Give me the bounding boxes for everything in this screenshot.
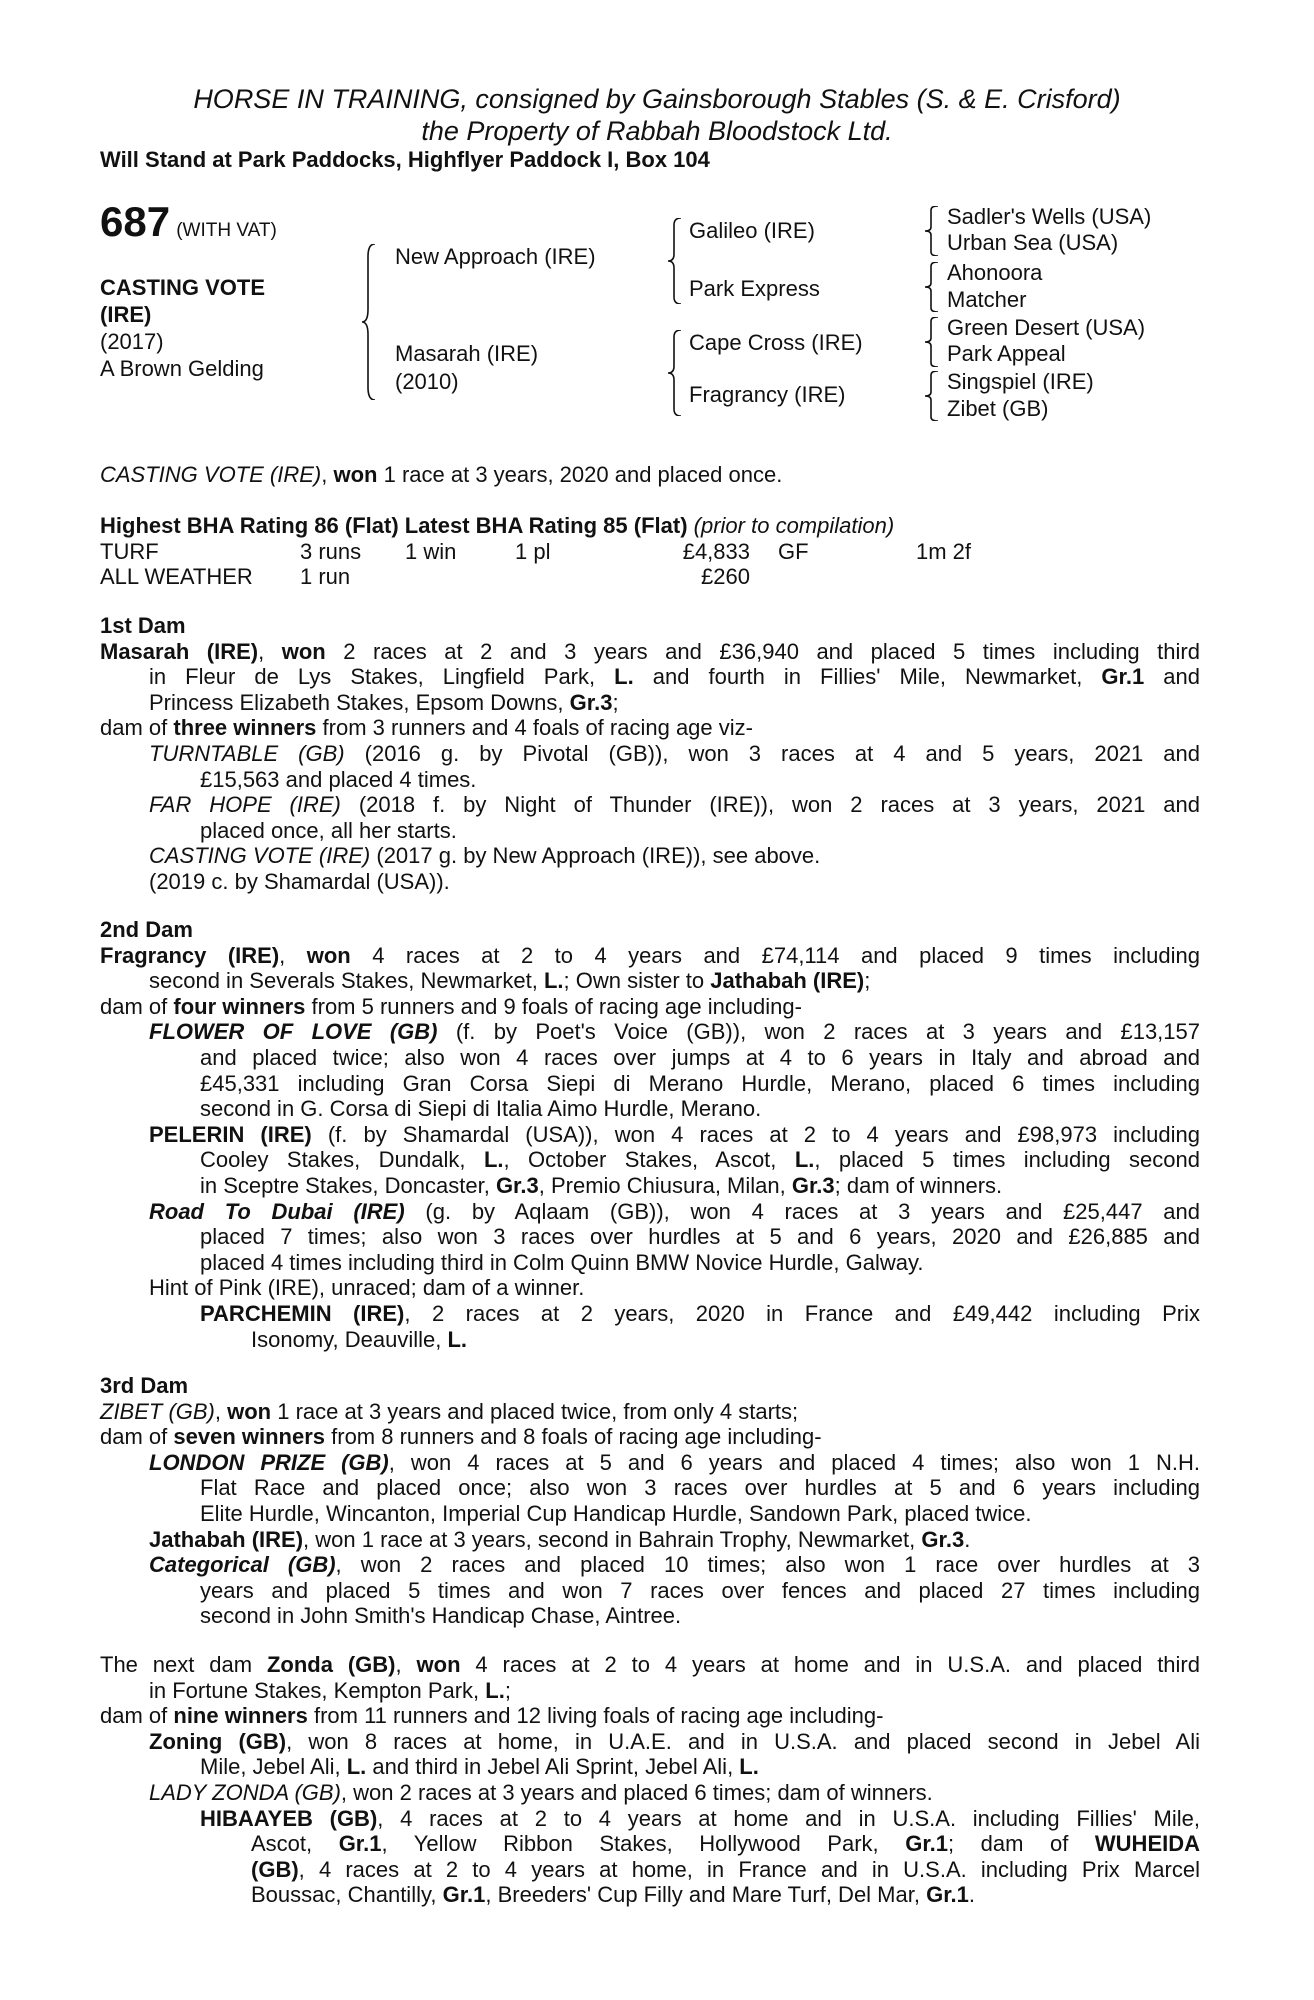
ratings-cell: [515, 564, 625, 590]
text-run: and placed twice; also won 4 races over jumps at 4 to 6 years in Italy and abroad and: [200, 1044, 1200, 1070]
dam-dam: Fragrancy (IRE): [689, 382, 846, 407]
pedigree-paragraph: [100, 943, 1200, 994]
foaling-year: (2017): [100, 329, 164, 354]
text-run: from 5 runners and 9 foals of racing age including-: [305, 993, 802, 1019]
text-run: FAR HOPE (IRE): [149, 792, 341, 818]
text-line: [200, 1578, 1200, 1604]
ratings-cell: TURF: [100, 538, 159, 564]
gen3-6: Park Appeal: [947, 341, 1066, 366]
text-run: Gr.3: [569, 689, 613, 715]
ratings-cell: [405, 564, 515, 590]
text-run: ,: [395, 1652, 417, 1677]
text-run: ,: [279, 942, 307, 968]
text-run: L.: [485, 1677, 505, 1703]
text-run: L.: [794, 1147, 815, 1173]
text-run: ;: [504, 1677, 511, 1703]
text-run: 4 races at 2 to 4 years and £74,114 and placed 9 times including: [350, 942, 1200, 968]
pedigree-paragraph: [100, 1527, 1200, 1553]
brace-icon: [925, 262, 939, 312]
text-run: and fourth in Fillies' Mile, Newmarket,: [633, 664, 1102, 690]
pedigree-paragraph: [100, 741, 1200, 792]
text-run: (g. by Aqlaam (GB)), won 4 races at 3 years and £25,447 and: [404, 1198, 1200, 1224]
text-run: L.: [614, 664, 634, 690]
text-run: Cooley Stakes, Dundalk,: [200, 1147, 484, 1173]
text-run: dam of: [100, 1424, 174, 1450]
text-run: Flat Race and placed once; also won 3 races over hurdles at 5 and 6 years including: [200, 1475, 1200, 1501]
text-run: 2 races at 2 and 3 years and £36,940 and placed 5 times including third: [325, 638, 1200, 664]
text-line: [200, 1301, 1200, 1327]
text-line: [251, 1857, 1200, 1883]
ratings-cell: [750, 564, 898, 590]
text-line: [200, 1603, 1200, 1629]
pedigree-paragraph: [100, 639, 1200, 716]
text-run: Princess Elizabeth Stakes, Epsom Downs,: [149, 689, 570, 715]
text-run: , won 2 races at 3 years and placed 6 times; dam of winners.: [340, 1779, 933, 1805]
text-run: and: [1144, 664, 1200, 690]
race-summary: [100, 462, 1200, 488]
text-line: [149, 1729, 1200, 1755]
dam-sire: Cape Cross (IRE): [689, 330, 863, 355]
text-run: PELERIN (IRE): [149, 1121, 312, 1147]
second-dam-section: [100, 917, 1200, 1352]
lot-number: 687: [100, 198, 171, 245]
text-run: Gr.1: [442, 1882, 486, 1908]
pedigree-paragraph: [100, 1399, 1200, 1425]
text-line: [200, 1147, 1200, 1173]
text-run: Fragrancy (IRE): [100, 942, 280, 968]
gen3-1: Sadler's Wells (USA): [947, 204, 1152, 229]
text-run: , won 2 races and placed 10 times; also won 1 race over hurdles at 3: [335, 1552, 1200, 1578]
brace-icon: [668, 330, 682, 416]
text-line: [100, 1399, 1200, 1425]
text-line: [100, 639, 1200, 665]
gen3-7: Singspiel (IRE): [947, 369, 1094, 394]
text-line: [149, 869, 1200, 895]
text-run: in Sceptre Stakes, Doncaster,: [200, 1172, 496, 1198]
text-run: L.: [346, 1754, 367, 1780]
text-run: , Premio Chiusura, Milan,: [538, 1172, 792, 1198]
text-run: ;: [864, 968, 871, 994]
pedigree-paragraph: [100, 1275, 1200, 1301]
first-dam-section: [100, 613, 1200, 895]
pedigree-paragraph: [100, 1424, 1200, 1450]
text-line: [149, 1678, 1200, 1704]
text-run: Categorical (GB): [149, 1552, 336, 1578]
pedigree-paragraph: [100, 1780, 1200, 1806]
text-run: , won 4 races at 5 and 6 years and placed 4 times; also won 1 N.H.: [388, 1449, 1200, 1475]
horse-suffix: (IRE): [100, 302, 152, 327]
text-line: [200, 1096, 1200, 1122]
pedigree-paragraph: [100, 994, 1200, 1020]
pedigree-paragraph: [100, 1729, 1200, 1780]
text-line: [200, 767, 1200, 793]
ratings-cell: GF: [778, 538, 809, 564]
third-dam-section: [100, 1373, 1200, 1629]
brace-icon: [362, 244, 376, 400]
sire-sire: Galileo (IRE): [689, 218, 815, 243]
consignor-line: the Property of Rabbah Bloodstock Ltd.: [421, 116, 893, 146]
brace-icon: [925, 317, 939, 367]
ratings-cell: £4,833: [682, 538, 750, 564]
text-run: four winners: [173, 993, 306, 1019]
section-heading: 1st Dam: [100, 613, 186, 638]
brace-icon: [925, 206, 939, 256]
text-run: dam of: [100, 993, 174, 1019]
text-run: 1 race at 3 years, 2020 and placed once.: [377, 462, 783, 487]
text-line: [100, 943, 1200, 969]
text-run: , 4 races at 2 to 4 years at home, in France and in U.S.A. including Prix Marcel: [298, 1856, 1200, 1882]
text-run: LADY ZONDA (GB): [149, 1779, 341, 1805]
text-run: (f. by Shamardal (USA)), won 4 races at 2 to 4 years and £98,973 including: [311, 1121, 1200, 1147]
text-line: [149, 664, 1200, 690]
brace-icon: [668, 218, 682, 304]
text-run: 4 races at 2 to 4 years at home and in U.S.A. and placed third: [460, 1652, 1200, 1677]
text-run: in Fortune Stakes, Kempton Park,: [149, 1677, 486, 1703]
sire-dam: Park Express: [689, 276, 820, 301]
text-line: [100, 1652, 1200, 1678]
text-run: Gr.1: [926, 1882, 969, 1908]
text-run: won: [281, 638, 326, 664]
text-line: [251, 1327, 1200, 1353]
text-run: (2019 c. by Shamardal (USA)).: [149, 868, 450, 894]
pedigree-paragraph: [100, 1703, 1200, 1729]
text-run: in Fleur de Lys Stakes, Lingfield Park,: [149, 664, 615, 690]
text-run: from 8 runners and 8 foals of racing age including-: [325, 1424, 822, 1450]
text-run: won: [227, 1398, 272, 1424]
text-line: [149, 1199, 1200, 1225]
text-run: Gr.3: [495, 1172, 539, 1198]
text-line: [149, 1275, 1200, 1301]
text-run: dam of: [100, 1703, 174, 1729]
pedigree-paragraph: [100, 843, 1200, 869]
text-line: [149, 1780, 1200, 1806]
text-run: , placed 5 times including second: [814, 1147, 1200, 1173]
text-line: [200, 1754, 1200, 1780]
text-run: 1 race at 3 years and placed twice, from only 4 starts;: [271, 1398, 799, 1424]
text-line: [100, 1703, 1200, 1729]
ratings-cell: £260: [701, 564, 750, 590]
text-run: .: [968, 1882, 976, 1908]
text-run: nine winners: [173, 1703, 308, 1729]
text-run: (GB): [251, 1856, 299, 1882]
ratings-cell: 3 runs: [300, 538, 362, 564]
text-run: placed 4 times including third in Colm Quinn BMW Novice Hurdle, Galway.: [200, 1249, 924, 1275]
text-run: , 4 races at 2 to 4 years at home and in U.S.A. including Fillies' Mile,: [377, 1805, 1200, 1831]
stabling-location: Will Stand at Park Paddocks, Highflyer Paddock I, Box 104: [100, 147, 710, 172]
ratings-row: [100, 539, 1200, 565]
text-run: ; dam of winners.: [834, 1172, 1003, 1198]
dam: Masarah (IRE): [395, 341, 539, 366]
text-run: won: [306, 942, 351, 968]
sire: New Approach (IRE): [395, 244, 596, 269]
text-line: [100, 715, 1200, 741]
gen3-5: Green Desert (USA): [947, 315, 1146, 340]
text-run: from 3 runners and 4 foals of racing age viz-: [316, 715, 753, 741]
pedigree-paragraph: [100, 869, 1200, 895]
text-run: Jathabah (IRE): [149, 1526, 304, 1552]
text-run: L.: [483, 1147, 504, 1173]
text-run: won: [416, 1652, 461, 1677]
ratings-cell: ALL WEATHER: [100, 564, 253, 590]
text-line: [200, 1475, 1200, 1501]
ratings-cell: 1 pl: [515, 538, 551, 564]
text-line: [149, 1552, 1200, 1578]
section-heading: 3rd Dam: [100, 1373, 189, 1398]
text-run: , won 1 race at 3 years, second in Bahrain Trophy, Newmarket,: [303, 1526, 922, 1552]
ratings-table: [100, 539, 1200, 590]
text-run: (2016 g. by Pivotal (GB)), won 3 races at 4 and 5 years, 2021 and: [344, 740, 1201, 766]
lot-info: [100, 198, 277, 382]
vat-note: (WITH VAT): [176, 220, 277, 241]
ratings-cell: 1 win: [405, 538, 457, 564]
text-run: Gr.1: [1101, 664, 1145, 690]
text-run: £15,563 and placed 4 times.: [200, 766, 477, 792]
text-run: placed 7 times; also won 3 races over hurdles at 5 and 6 years, 2020 and £26,885 and: [200, 1224, 1200, 1250]
gen3-3: Ahonoora: [947, 260, 1043, 285]
text-run: won: [333, 462, 378, 487]
pedigree-paragraph: [100, 792, 1200, 843]
section-heading: 2nd Dam: [100, 917, 193, 942]
text-line: [149, 1527, 1200, 1553]
text-run: Gr.1: [905, 1831, 949, 1857]
text-run: Gr.1: [338, 1831, 382, 1857]
text-run: Ascot,: [251, 1831, 339, 1857]
gen3-8: Zibet (GB): [947, 396, 1049, 421]
text-run: dam of: [100, 715, 174, 741]
next-dam-section: [100, 1652, 1200, 1908]
text-line: [200, 1173, 1200, 1199]
text-run: L.: [447, 1326, 468, 1352]
text-run: ZIBET (GB): [100, 1398, 215, 1424]
text-run: Gr.3: [921, 1526, 965, 1552]
text-line: [149, 1019, 1200, 1045]
text-run: three winners: [173, 715, 317, 741]
pedigree-paragraph: [100, 1122, 1200, 1199]
text-run: placed once, all her starts.: [200, 817, 457, 843]
text-line: [200, 1250, 1200, 1276]
text-run: years and placed 5 times and won 7 races over fences and placed 27 times including: [200, 1577, 1200, 1603]
text-run: Hint of Pink (IRE), unraced; dam of a winner.: [149, 1275, 585, 1301]
text-line: [149, 1450, 1200, 1476]
pedigree-paragraph: [100, 1552, 1200, 1629]
text-run: ; dam of: [948, 1831, 1095, 1857]
brace-icon: [925, 371, 939, 421]
text-run: Boussac, Chantilly,: [251, 1882, 443, 1908]
text-run: (2018 f. by Night of Thunder (IRE)), won 2 races at 3 years, 2021 and: [340, 792, 1200, 818]
text-run: WUHEIDA: [1094, 1831, 1201, 1857]
summary-line: [100, 462, 1200, 488]
text-run: , won 8 races at home, in U.A.E. and in U.S.A. and placed second in Jebel Ali: [286, 1728, 1200, 1754]
text-run: second in Severals Stakes, Newmarket,: [149, 968, 544, 994]
text-run: Jathabah (IRE): [710, 968, 865, 994]
text-line: [149, 690, 1200, 716]
text-run: PARCHEMIN (IRE): [200, 1300, 405, 1326]
horse-description: A Brown Gelding: [100, 356, 264, 381]
ratings-cell: 1 run: [300, 564, 351, 590]
text-run: ,: [321, 462, 334, 487]
text-run: from 11 runners and 12 living foals of racing age including-: [307, 1703, 884, 1729]
horse-name: CASTING VOTE: [100, 275, 266, 300]
ratings-row: [100, 564, 1200, 590]
text-line: [251, 1831, 1200, 1857]
dam-year: (2010): [395, 369, 459, 394]
text-run: (f. by Poet's Voice (GB)), won 2 races at 3 years and £13,157: [437, 1019, 1200, 1045]
text-line: [251, 1882, 1200, 1908]
text-run: ,: [258, 638, 282, 664]
text-run: CASTING VOTE (IRE): [100, 462, 322, 487]
text-run: , October Stakes, Ascot,: [503, 1147, 795, 1173]
text-line: [100, 1424, 1200, 1450]
text-line: [200, 1806, 1200, 1832]
text-line: [200, 818, 1200, 844]
pedigree-paragraph: [100, 1652, 1200, 1703]
pedigree-paragraph: [100, 1199, 1200, 1276]
text-line: [200, 1071, 1200, 1097]
pedigree-paragraph: [100, 1301, 1200, 1352]
text-run: CASTING VOTE (IRE): [149, 843, 371, 869]
text-run: Isonomy, Deauville,: [251, 1326, 448, 1352]
text-run: The next dam: [100, 1652, 267, 1677]
pedigree-paragraph: [100, 1450, 1200, 1527]
text-run: Road To Dubai (IRE): [149, 1198, 405, 1224]
text-run: ; Own sister to: [563, 968, 711, 994]
text-run: second in John Smith's Handicap Chase, Aintree.: [200, 1603, 682, 1629]
text-run: L.: [543, 968, 564, 994]
ratings-block: [100, 513, 1200, 590]
pedigree-paragraph: [100, 1019, 1200, 1121]
text-line: [200, 1045, 1200, 1071]
pedigree-paragraph: [100, 715, 1200, 741]
text-run: , Yellow Ribbon Stakes, Hollywood Park,: [381, 1831, 906, 1857]
text-run: TURNTABLE (GB): [149, 740, 345, 766]
text-run: ;: [612, 689, 619, 715]
text-run: Masarah (IRE): [100, 638, 259, 664]
text-run: Zoning (GB): [149, 1728, 287, 1754]
text-run: Zonda (GB): [266, 1652, 396, 1677]
text-run: .: [964, 1526, 971, 1552]
text-run: Gr.3: [791, 1172, 835, 1198]
text-line: [200, 1224, 1200, 1250]
text-run: second in G. Corsa di Siepi di Italia Aimo Hurdle, Merano.: [200, 1096, 762, 1122]
gen3-4: Matcher: [947, 287, 1027, 312]
ratings-headline: Highest BHA Rating 86 (Flat) Latest BHA Rating 85 (Flat): [100, 513, 688, 538]
ratings-cell: 1m 2f: [916, 538, 972, 564]
text-run: £45,331 including Gran Corsa Siepi di Merano Hurdle, Merano, placed 6 times including: [200, 1070, 1200, 1096]
text-line: [100, 994, 1200, 1020]
text-line: [149, 1122, 1200, 1148]
text-run: L.: [739, 1754, 759, 1780]
text-run: HIBAAYEB (GB): [200, 1805, 378, 1831]
text-run: , 2 races at 2 years, 2020 in France and £49,442 including Prix: [404, 1300, 1201, 1326]
text-line: [149, 968, 1200, 994]
pedigree-paragraph: [100, 1806, 1200, 1908]
text-run: , Breeders' Cup Filly and Mare Turf, Del Mar,: [485, 1882, 927, 1908]
ratings-cell: [898, 564, 1036, 590]
text-run: FLOWER OF LOVE (GB): [149, 1019, 438, 1045]
text-line: [149, 792, 1200, 818]
text-run: ,: [214, 1398, 228, 1424]
ratings-note: (prior to compilation): [693, 513, 895, 538]
text-run: and third in Jebel Ali Sprint, Jebel Ali,: [366, 1754, 740, 1780]
text-line: [149, 741, 1200, 767]
text-run: Elite Hurdle, Wincanton, Imperial Cup Handicap Hurdle, Sandown Park, placed twice.: [200, 1500, 1032, 1526]
catalogue-title: HORSE IN TRAINING, consigned by Gainsborough Stables (S. & E. Crisford): [193, 84, 1121, 114]
text-run: LONDON PRIZE (GB): [149, 1449, 389, 1475]
text-run: Mile, Jebel Ali,: [200, 1754, 347, 1780]
text-run: (2017 g. by New Approach (IRE)), see above.: [370, 843, 821, 869]
text-run: seven winners: [173, 1424, 326, 1450]
gen3-2: Urban Sea (USA): [947, 230, 1119, 255]
text-line: [149, 843, 1200, 869]
text-line: [200, 1501, 1200, 1527]
